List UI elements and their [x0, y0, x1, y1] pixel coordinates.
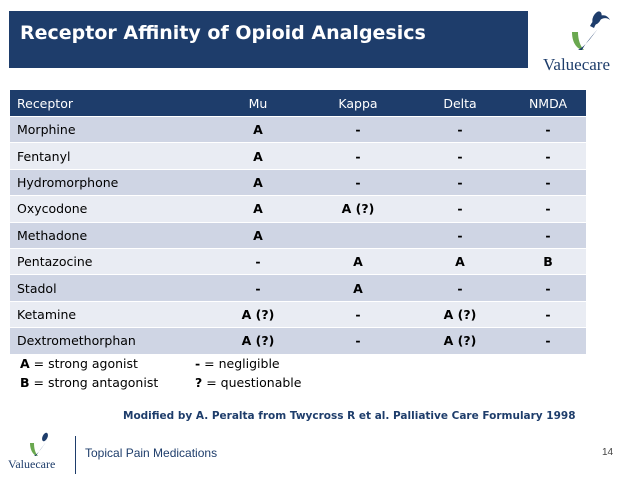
legend-agonist-key: A [20, 356, 30, 371]
mu-value: - [210, 275, 306, 301]
table-row [10, 301, 586, 327]
nmda-value: - [510, 275, 586, 301]
footer-divider [75, 436, 76, 474]
receptor-affinity-table [10, 90, 586, 355]
table-row [10, 143, 586, 169]
brand-name: Valuecare [543, 55, 611, 74]
legend-questionable-key: ? [195, 375, 203, 390]
mu-value: A (?) [210, 301, 306, 327]
table-row [10, 117, 586, 143]
kappa-value: - [306, 169, 410, 195]
header-mu: Mu [210, 90, 306, 117]
legend-row-1 [20, 354, 280, 373]
delta-value: A (?) [410, 328, 510, 354]
nmda-value: - [510, 196, 586, 222]
header-kappa: Kappa [306, 90, 410, 117]
footer-title: Topical Pain Medications [85, 446, 218, 460]
kappa-value: A [306, 275, 410, 301]
legend-negligible [195, 354, 280, 373]
legend-questionable [195, 373, 301, 392]
nmda-value: - [510, 117, 586, 143]
legend-row-2 [20, 373, 302, 392]
mu-value: A [210, 196, 306, 222]
drug-name: Stadol [10, 275, 210, 301]
kappa-value: A [306, 248, 410, 274]
delta-value: - [410, 222, 510, 248]
nmda-value: - [510, 301, 586, 327]
delta-value: A [410, 248, 510, 274]
delta-value: - [410, 275, 510, 301]
nmda-value: - [510, 328, 586, 354]
kappa-value: - [306, 117, 410, 143]
drug-name: Fentanyl [10, 143, 210, 169]
header-nmda: NMDA [510, 90, 586, 117]
nmda-value: B [510, 248, 586, 274]
table-row [10, 222, 586, 248]
nmda-value: - [510, 143, 586, 169]
footer-brand-name: Valuecare [8, 457, 56, 471]
kappa-value: - [306, 328, 410, 354]
nmda-value: - [510, 222, 586, 248]
footer-logo [4, 431, 70, 477]
legend-negligible-text: = negligible [200, 356, 280, 371]
valuecare-logo-icon [534, 6, 634, 56]
legend-negligible-key: - [195, 356, 201, 371]
mu-value: A [210, 169, 306, 195]
mu-value: A [210, 222, 306, 248]
mu-value: A (?) [210, 328, 306, 354]
drug-name: Ketamine [10, 301, 210, 327]
table-row [10, 196, 586, 222]
source-citation: Modified by A. Peralta from Twycross R et al. Palliative Care Formulary 1998 [123, 410, 576, 422]
legend-questionable-text: = questionable [202, 375, 302, 390]
drug-name: Oxycodone [10, 196, 210, 222]
slide-title: Receptor Affinity of Opioid Analgesics [20, 22, 426, 44]
kappa-value: - [306, 143, 410, 169]
drug-name: Pentazocine [10, 248, 210, 274]
page-number: 14 [602, 447, 614, 458]
mu-value: A [210, 143, 306, 169]
delta-value: - [410, 169, 510, 195]
drug-name: Dextromethorphan [10, 328, 210, 354]
kappa-value [306, 222, 410, 248]
legend-antagonist-text: = strong antagonist [29, 375, 159, 390]
delta-value: A (?) [410, 301, 510, 327]
valuecare-logo [534, 6, 634, 76]
header-delta: Delta [410, 90, 510, 117]
table-row [10, 169, 586, 195]
legend-antagonist-key: B [20, 375, 30, 390]
table-row [10, 248, 586, 274]
kappa-value: - [306, 301, 410, 327]
mu-value: - [210, 248, 306, 274]
delta-value: - [410, 196, 510, 222]
table-row [10, 275, 586, 301]
kappa-value: A (?) [306, 196, 410, 222]
drug-name: Hydromorphone [10, 169, 210, 195]
delta-value: - [410, 143, 510, 169]
legend-agonist-text: = strong agonist [29, 356, 138, 371]
delta-value: - [410, 117, 510, 143]
legend [20, 354, 302, 392]
drug-name: Morphine [10, 117, 210, 143]
header-receptor: Receptor [10, 90, 210, 117]
nmda-value: - [510, 169, 586, 195]
table-row [10, 328, 586, 354]
mu-value: A [210, 117, 306, 143]
table-header-row [10, 90, 586, 117]
drug-name: Methadone [10, 222, 210, 248]
